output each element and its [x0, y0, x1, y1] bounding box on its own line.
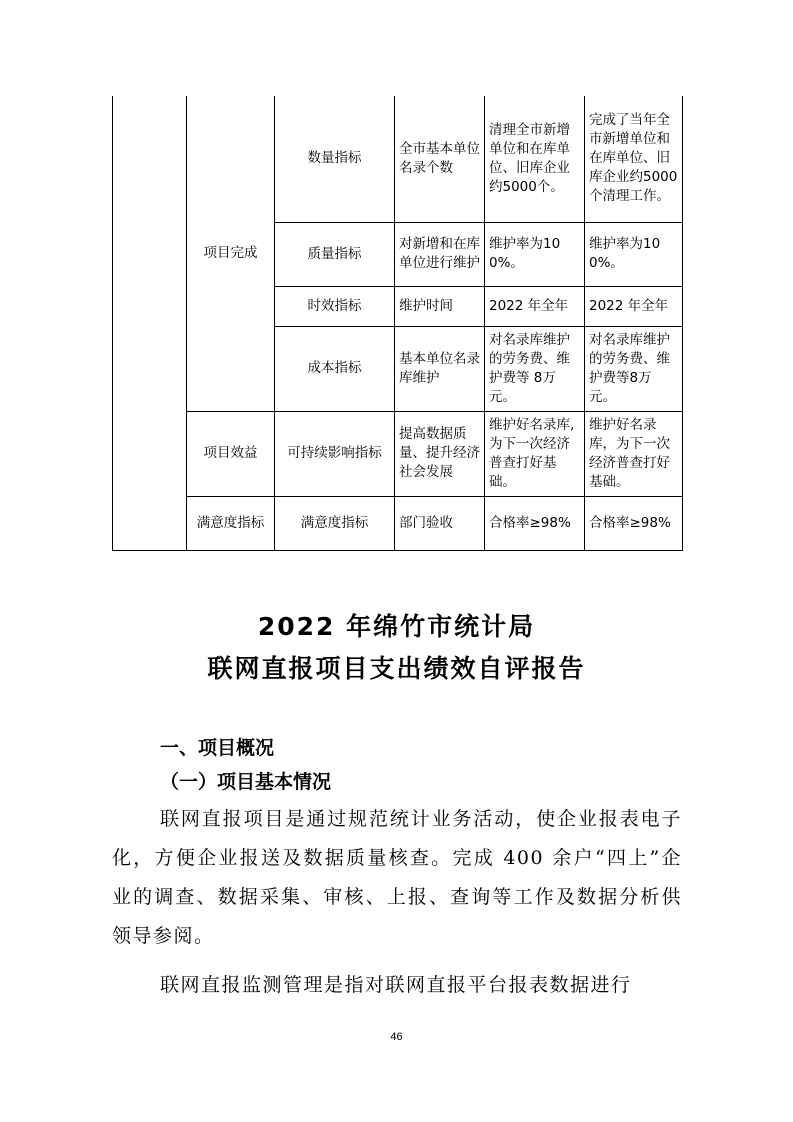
table-cell-indicator: 满意度指标 — [275, 496, 395, 550]
table-cell-actual: 维护率为100%。 — [585, 222, 683, 286]
report-title-line2: 联网直报项目支出绩效自评报告 — [207, 654, 586, 683]
table-cell-content: 基本单位名录库维护 — [395, 326, 485, 411]
table-cell-target: 对名录库维护的劳务费、维护费等 8万元。 — [485, 326, 585, 411]
table-cell-category: 满意度指标 — [187, 496, 275, 550]
table-cell-target: 2022 年全年 — [485, 286, 585, 326]
table-cell-actual: 完成了当年全市新增单位和在库单位、旧库企业约5000个清理工作。 — [585, 96, 683, 222]
table-cell-content: 提高数据质量、提升经济社会发展 — [395, 411, 485, 496]
table-cell-target: 清理全市新增单位和在库单位、旧库企业约5000个。 — [485, 96, 585, 222]
table-cell-indicator: 数量指标 — [275, 96, 395, 222]
table-cell-actual: 合格率≥98% — [585, 496, 683, 550]
table-row — [113, 96, 683, 222]
table-cell-actual: 维护好名录库，为下一次经济普查打好基础。 — [585, 411, 683, 496]
table-cell-content: 对新增和在库单位进行维护 — [395, 222, 485, 286]
table-cell-target: 维护好名录库,为下一次经济普查打好基础。 — [485, 411, 585, 496]
table-cell-category: 项目完成 — [187, 96, 275, 411]
page-number: 46 — [390, 1031, 403, 1043]
table-cell-indicator: 质量指标 — [275, 222, 395, 286]
table-cell-blank — [113, 96, 187, 550]
report-title-line1: 2022 年绵竹市统计局 — [257, 612, 536, 641]
table-cell-content: 维护时间 — [395, 286, 485, 326]
body-paragraph: 联网直报项目是通过规范统计业务活动，使企业报表电子化，方便企业报送及数据质量核查。完成 400 余户“四上”企业的调查、数据采集、审核、上报、查询等工作及数据分析供领导参阅。 — [112, 808, 682, 947]
body-paragraph: 联网直报监测管理是指对联网直报平台报表数据进行 — [160, 974, 632, 996]
table-cell-indicator: 可持续影响指标 — [275, 411, 395, 496]
table-cell-actual: 对名录库维护的劳务费、维护费等8万元。 — [585, 326, 683, 411]
performance-table — [112, 96, 683, 551]
table-cell-category: 项目效益 — [187, 411, 275, 496]
table-row — [113, 496, 683, 550]
table-cell-content: 部门验收 — [395, 496, 485, 550]
table-cell-indicator: 时效指标 — [275, 286, 395, 326]
table-cell-indicator: 成本指标 — [275, 326, 395, 411]
subsection-heading: （一）项目基本情况 — [160, 771, 332, 793]
table-cell-content: 全市基本单位名录个数 — [395, 96, 485, 222]
table-cell-target: 维护率为100%。 — [485, 222, 585, 286]
table-row — [113, 411, 683, 496]
section-heading: 一、项目概况 — [160, 737, 275, 759]
table-cell-target: 合格率≥98% — [485, 496, 585, 550]
table-cell-actual: 2022 年全年 — [585, 286, 683, 326]
